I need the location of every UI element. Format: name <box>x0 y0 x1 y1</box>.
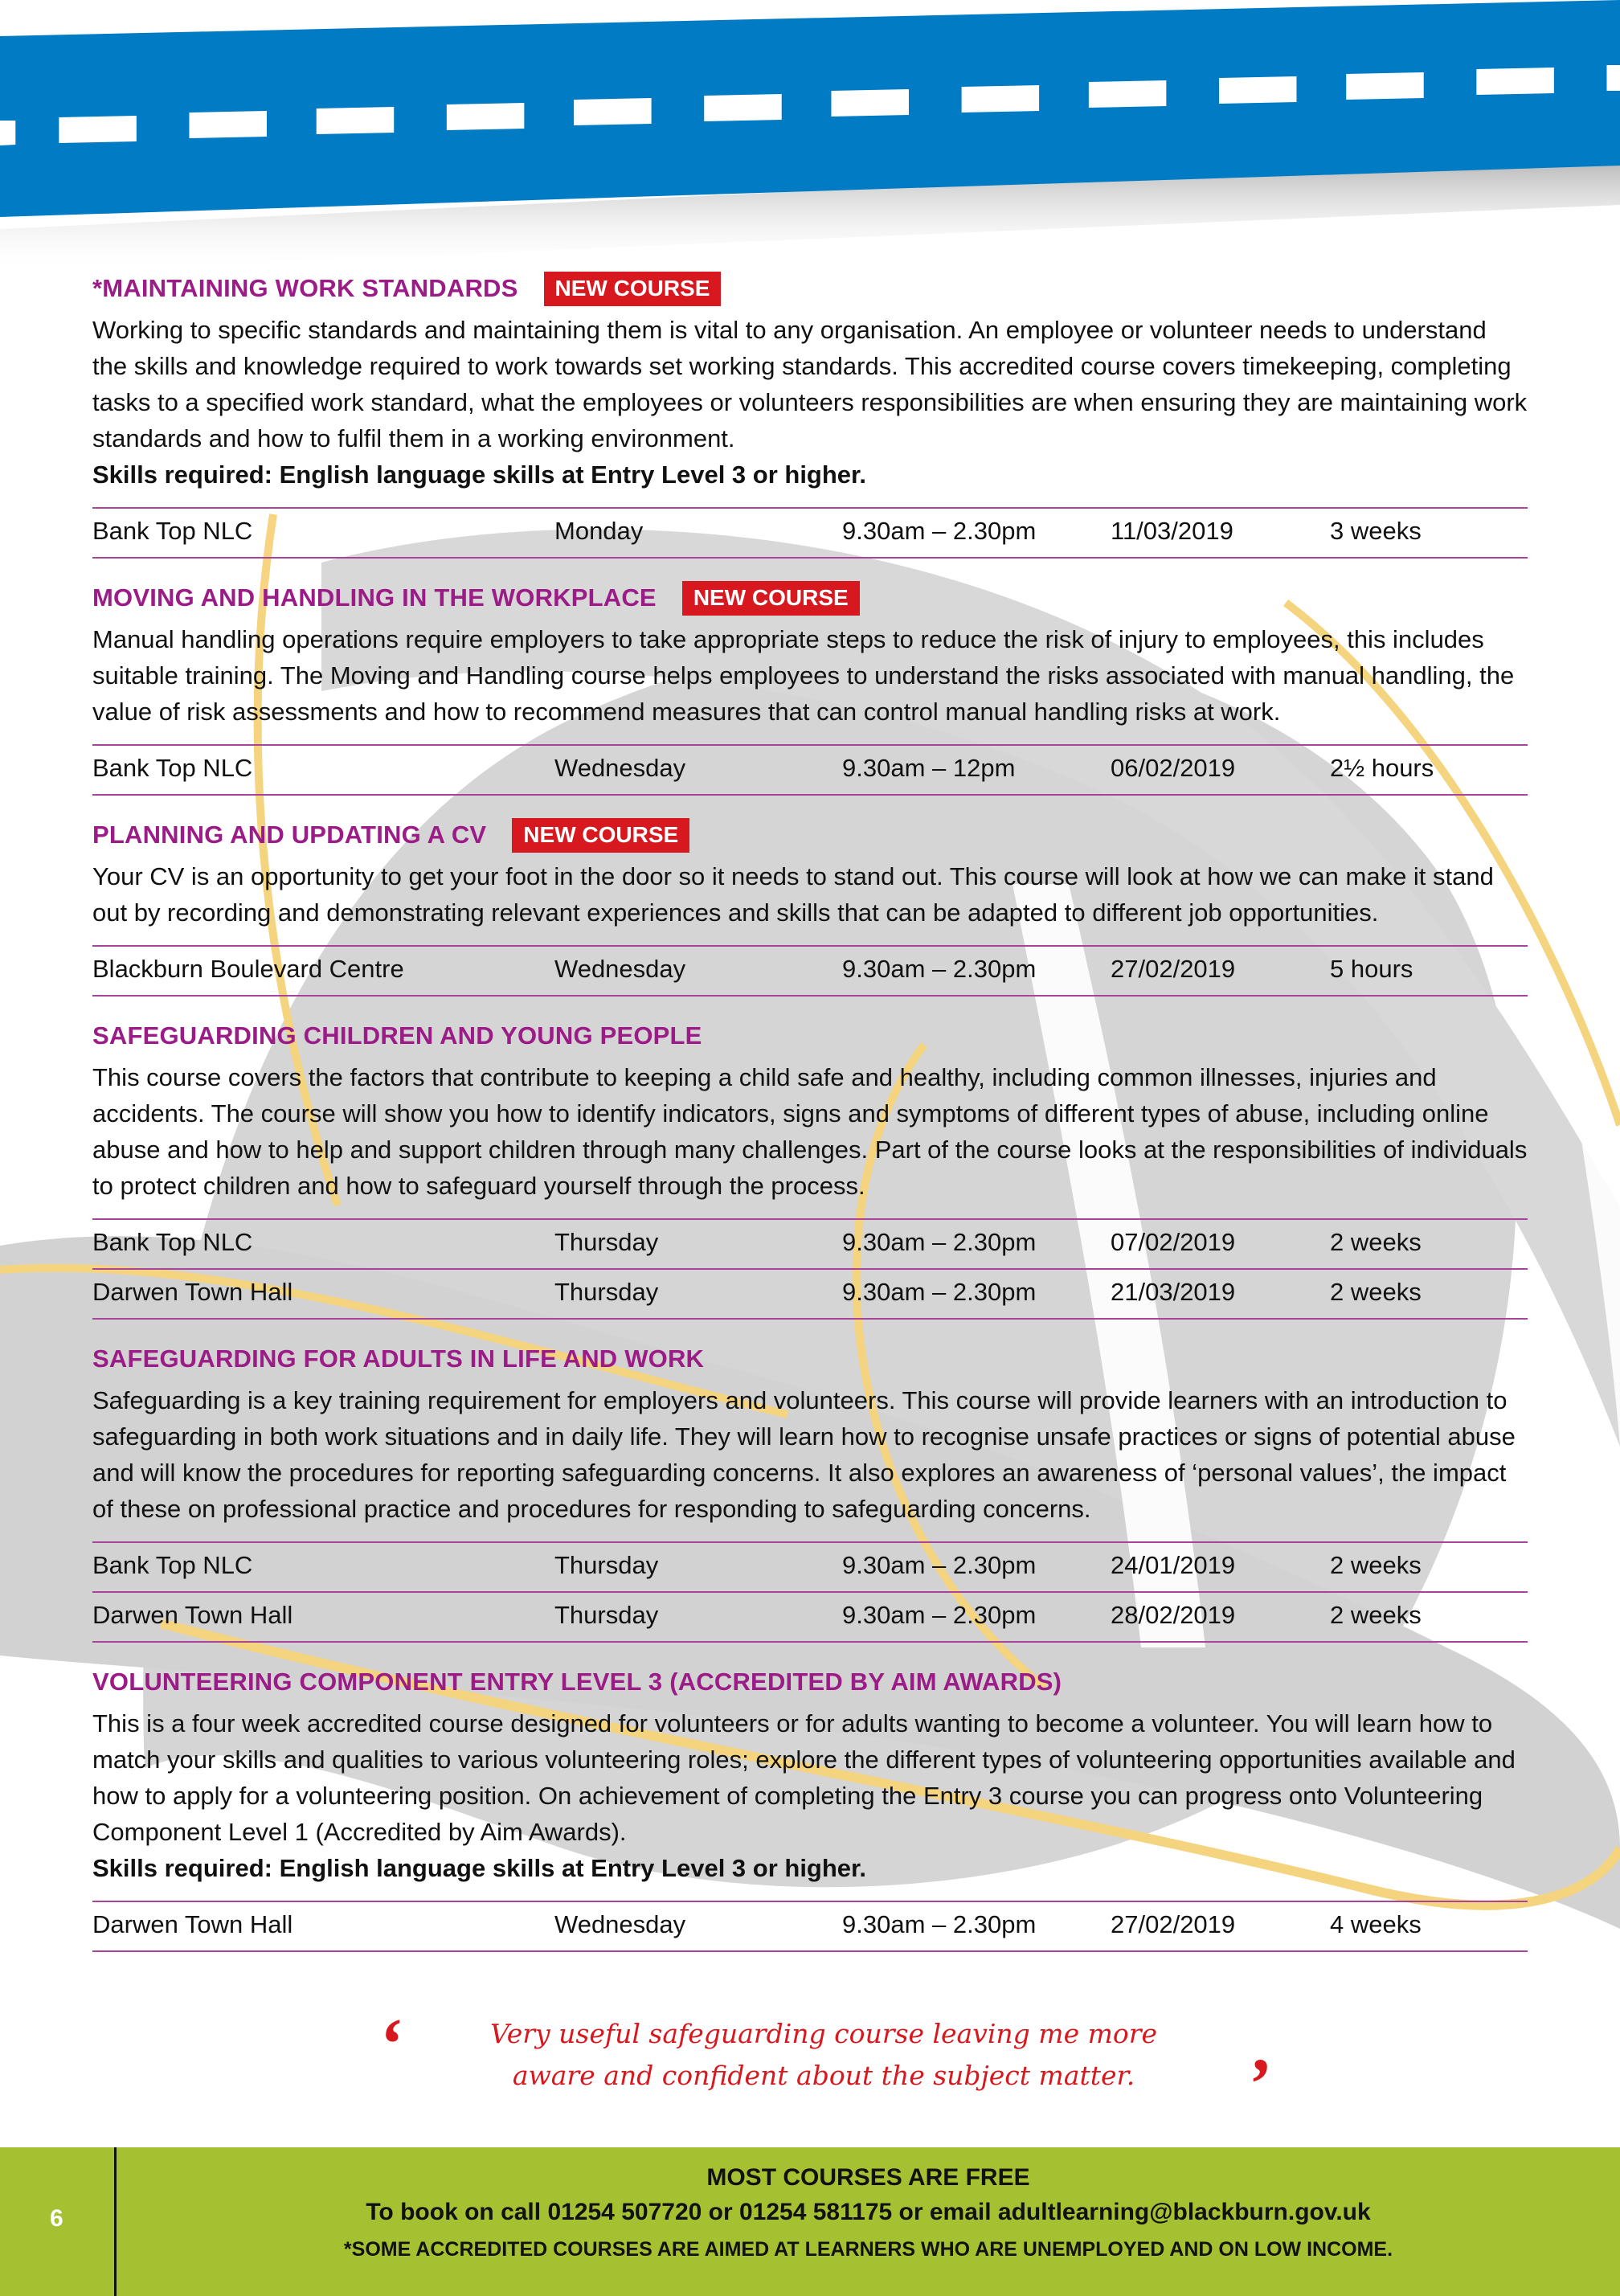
session-day: Wednesday <box>554 1910 686 1938</box>
session-location: Bank Top NLC <box>92 517 253 545</box>
course-volunteering-entry-3 <box>92 1659 1528 1952</box>
session-location: Bank Top NLC <box>92 1228 253 1256</box>
course-description: Safeguarding is a key training requirement for employers and volunteers. This course will provide learners with an introduction to safeguarding in both work situations and in daily life. They will learn how to recognise unsafe practices or signs of potential abuse and will know the procedures for reporting safeguarding concerns. It also explores an awareness of ‘personal values’, the impact of these on professional practice and procedures for responding to safeguarding concerns. <box>92 1386 1516 1523</box>
course-description: Manual handling operations require employers to take appropriate steps to reduce the risk of injury to employees, this includes suitable training. The Moving and Handling course helps employees to understand the risks associated with manual handling, the value of risk assessments and how to recommend measures that can control manual handling risks at work. <box>92 625 1515 726</box>
session-row <box>92 1593 1528 1643</box>
course-moving-and-handling <box>92 575 1528 796</box>
footer-headline: MOST COURSES ARE FREE <box>706 2164 1030 2191</box>
session-day: Wednesday <box>554 955 686 983</box>
new-course-badge: NEW COURSE <box>512 818 689 853</box>
session-row <box>92 1270 1528 1320</box>
session-day: Thursday <box>554 1228 659 1256</box>
road-banner <box>0 0 1620 273</box>
footer-booking-info: To book on call 01254 507720 or 01254 581175 or email adultlearning@blackburn.gov.uk <box>366 2199 1371 2225</box>
course-title: PLANNING AND UPDATING A CV <box>92 821 487 849</box>
course-title: *MAINTAINING WORK STANDARDS <box>92 274 518 302</box>
close-quote-mark-icon: ’ <box>1246 2044 1270 2124</box>
session-time: 9.30am – 12pm <box>842 754 1016 782</box>
session-date: 21/03/2019 <box>1111 1278 1236 1306</box>
footer-text <box>117 2162 1620 2268</box>
session-row <box>92 509 1528 559</box>
session-time: 9.30am – 2.30pm <box>842 1228 1037 1256</box>
session-duration: 2 weeks <box>1330 1551 1422 1579</box>
session-location: Bank Top NLC <box>92 754 253 782</box>
session-day: Thursday <box>554 1551 659 1579</box>
new-course-badge: NEW COURSE <box>544 272 722 306</box>
session-time: 9.30am – 2.30pm <box>842 1551 1037 1579</box>
course-safeguarding-adults <box>92 1336 1528 1643</box>
session-duration: 2 weeks <box>1330 1278 1422 1306</box>
open-quote-mark-icon: ‘ <box>378 2004 402 2084</box>
session-duration: 2 weeks <box>1330 1228 1422 1256</box>
session-duration: 4 weeks <box>1330 1910 1422 1938</box>
course-title: SAFEGUARDING FOR ADULTS IN LIFE AND WORK <box>92 1344 705 1373</box>
session-table <box>92 1218 1528 1320</box>
session-table <box>92 1541 1528 1643</box>
session-location: Blackburn Boulevard Centre <box>92 955 404 983</box>
course-maintaining-work-standards <box>92 265 1528 559</box>
session-date: 27/02/2019 <box>1111 1910 1236 1938</box>
session-duration: 5 hours <box>1330 955 1413 983</box>
session-day: Thursday <box>554 1278 659 1306</box>
session-date: 07/02/2019 <box>1111 1228 1236 1256</box>
session-date: 24/01/2019 <box>1111 1551 1236 1579</box>
session-time: 9.30am – 2.30pm <box>842 1278 1037 1306</box>
session-row <box>92 1902 1528 1952</box>
course-description: Your CV is an opportunity to get your foot in the door so it needs to stand out. This course will look at how we can make it stand out by recording and demonstrating relevant experiences and skills that can be adapted to different job opportunities. <box>92 862 1494 927</box>
page-number: 6 <box>50 2205 63 2232</box>
session-day: Monday <box>554 517 644 545</box>
course-listing <box>92 265 1528 1968</box>
course-description: This course covers the factors that contribute to keeping a child safe and healthy, including common illnesses, injuries and accidents. The course will show you how to identify indicators, signs and symptoms of different types of abuse, including online abuse and how to help and support children through many challenges. Part of the course looks at the responsibilities of individuals to protect children and how to safeguard yourself through the process. <box>92 1063 1528 1200</box>
footer-band <box>0 2147 1620 2296</box>
session-date: 06/02/2019 <box>1111 754 1236 782</box>
session-table <box>92 744 1528 796</box>
session-location: Darwen Town Hall <box>92 1910 293 1938</box>
session-duration: 3 weeks <box>1330 517 1422 545</box>
quote-line: Very useful safeguarding course leaving me more <box>489 2018 1158 2049</box>
session-date: 28/02/2019 <box>1111 1601 1236 1629</box>
session-location: Darwen Town Hall <box>92 1278 293 1306</box>
session-time: 9.30am – 2.30pm <box>842 1910 1037 1938</box>
testimonial-quote <box>378 2004 1270 2124</box>
course-safeguarding-children <box>92 1013 1528 1320</box>
session-time: 9.30am – 2.30pm <box>842 955 1037 983</box>
session-time: 9.30am – 2.30pm <box>842 1601 1037 1629</box>
course-title: SAFEGUARDING CHILDREN AND YOUNG PEOPLE <box>92 1021 702 1050</box>
session-table <box>92 945 1528 997</box>
new-course-badge: NEW COURSE <box>682 581 860 616</box>
course-description: Working to specific standards and maintaining them is vital to any organisation. An employee or volunteer needs to understand the skills and knowledge required to work towards set working standards. This accredited course covers timekeeping, completing tasks to a specified work standard, what the employees or volunteers responsibilities are when ensuring they are maintaining work standards and how to fulfil them in a working environment. <box>92 316 1528 452</box>
session-duration: 2½ hours <box>1330 754 1434 782</box>
session-date: 11/03/2019 <box>1111 517 1233 545</box>
session-row <box>92 1543 1528 1593</box>
quote-line: aware and confident about the subject matter. <box>512 2060 1135 2091</box>
session-location: Darwen Town Hall <box>92 1601 293 1629</box>
course-title: VOLUNTEERING COMPONENT ENTRY LEVEL 3 (ACCREDITED BY AIM AWARDS) <box>92 1668 1062 1696</box>
footer-note: *SOME ACCREDITED COURSES ARE AIMED AT LEARNERS WHO ARE UNEMPLOYED AND ON LOW INCOME. <box>343 2238 1393 2261</box>
session-row <box>92 947 1528 997</box>
skills-required: Skills required: English language skills at Entry Level 3 or higher. <box>92 1854 867 1882</box>
course-planning-cv <box>92 812 1528 997</box>
session-day: Thursday <box>554 1601 659 1629</box>
session-row <box>92 1220 1528 1270</box>
session-row <box>92 746 1528 796</box>
session-table <box>92 1901 1528 1952</box>
session-time: 9.30am – 2.30pm <box>842 517 1037 545</box>
skills-required: Skills required: English language skills at Entry Level 3 or higher. <box>92 460 867 489</box>
session-date: 27/02/2019 <box>1111 955 1236 983</box>
quote-text <box>426 2013 1221 2097</box>
session-day: Wednesday <box>554 754 686 782</box>
session-table <box>92 507 1528 559</box>
course-title: MOVING AND HANDLING IN THE WORKPLACE <box>92 583 657 612</box>
session-location: Bank Top NLC <box>92 1551 253 1579</box>
course-description: This is a four week accredited course designed for volunteers or for adults wanting to become a volunteer. You will learn how to match your skills and qualities to various volunteering roles; explore the different types of volunteering opportunities available and how to apply for a volunteering position. On achievement of completing the Entry 3 course you can progress onto Volunteering Component Level 1 (Accredited by Aim Awards). <box>92 1709 1516 1846</box>
session-duration: 2 weeks <box>1330 1601 1422 1629</box>
